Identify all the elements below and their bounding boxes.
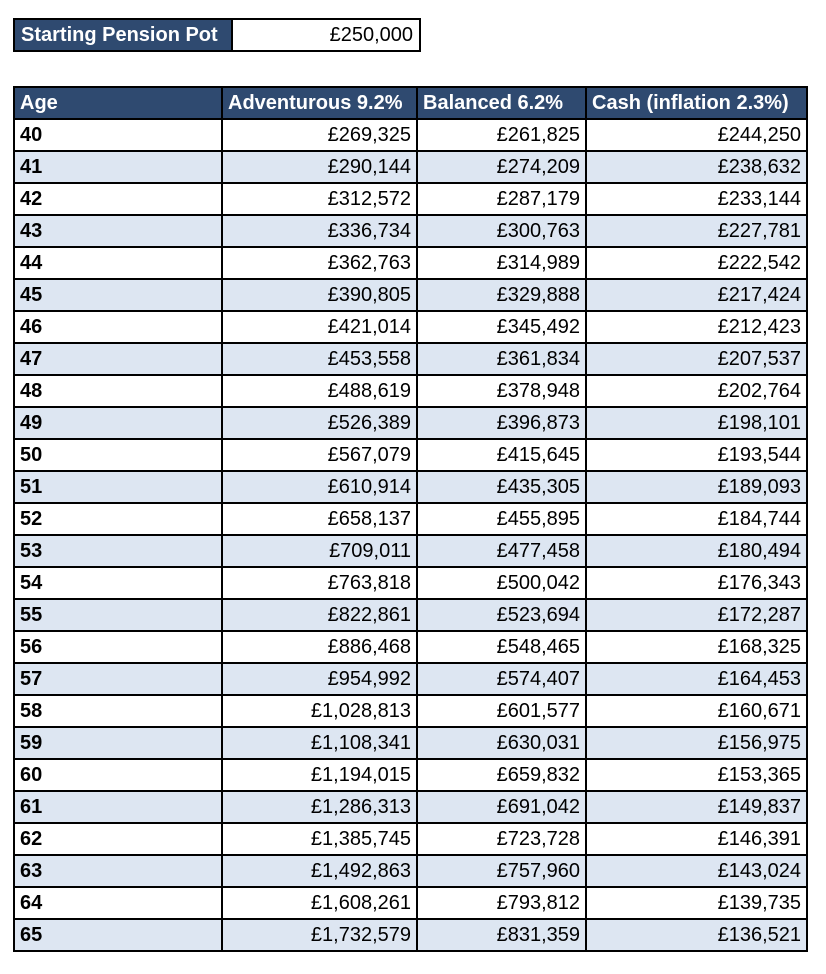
- table-row: [14, 919, 807, 951]
- cash-value-cell[interactable]: £143,024: [586, 855, 807, 887]
- age-cell[interactable]: 41: [14, 151, 222, 183]
- table-row: [14, 791, 807, 823]
- balanced-value-cell[interactable]: £757,960: [417, 855, 586, 887]
- table-header-row: [14, 87, 807, 119]
- cash-value-cell[interactable]: £202,764: [586, 375, 807, 407]
- table-row: [14, 695, 807, 727]
- table-row: [14, 535, 807, 567]
- table-row: [14, 119, 807, 151]
- header-cash: Cash (inflation 2.3%): [586, 87, 807, 119]
- age-cell[interactable]: 55: [14, 599, 222, 631]
- table-row: [14, 503, 807, 535]
- header-balanced: Balanced 6.2%: [417, 87, 586, 119]
- age-cell[interactable]: 42: [14, 183, 222, 215]
- summary-row: [14, 19, 420, 51]
- adventurous-value-cell[interactable]: £526,389: [222, 407, 417, 439]
- balanced-value-cell[interactable]: £659,832: [417, 759, 586, 791]
- balanced-value-cell[interactable]: £287,179: [417, 183, 586, 215]
- cash-value-cell[interactable]: £233,144: [586, 183, 807, 215]
- balanced-value-cell[interactable]: £574,407: [417, 663, 586, 695]
- age-cell[interactable]: 61: [14, 791, 222, 823]
- age-cell[interactable]: 56: [14, 631, 222, 663]
- adventurous-value-cell[interactable]: £610,914: [222, 471, 417, 503]
- starting-pot-value[interactable]: £250,000: [232, 19, 420, 51]
- header-age: Age: [14, 87, 222, 119]
- cash-value-cell[interactable]: £153,365: [586, 759, 807, 791]
- balanced-value-cell[interactable]: £601,577: [417, 695, 586, 727]
- cash-value-cell[interactable]: £212,423: [586, 311, 807, 343]
- adventurous-value-cell[interactable]: £763,818: [222, 567, 417, 599]
- balanced-value-cell[interactable]: £435,305: [417, 471, 586, 503]
- balanced-value-cell[interactable]: £274,209: [417, 151, 586, 183]
- age-cell[interactable]: 52: [14, 503, 222, 535]
- balanced-value-cell[interactable]: £500,042: [417, 567, 586, 599]
- table-row: [14, 567, 807, 599]
- cash-value-cell[interactable]: £149,837: [586, 791, 807, 823]
- age-cell[interactable]: 46: [14, 311, 222, 343]
- table-row: [14, 823, 807, 855]
- balanced-value-cell[interactable]: £378,948: [417, 375, 586, 407]
- cash-value-cell[interactable]: £139,735: [586, 887, 807, 919]
- cash-value-cell[interactable]: £164,453: [586, 663, 807, 695]
- adventurous-value-cell[interactable]: £1,732,579: [222, 919, 417, 951]
- table-row: [14, 151, 807, 183]
- cash-value-cell[interactable]: £172,287: [586, 599, 807, 631]
- starting-pot-summary: [13, 18, 421, 52]
- adventurous-value-cell[interactable]: £453,558: [222, 343, 417, 375]
- starting-pot-label: Starting Pension Pot: [14, 19, 232, 51]
- age-cell[interactable]: 47: [14, 343, 222, 375]
- cash-value-cell[interactable]: £222,542: [586, 247, 807, 279]
- age-cell[interactable]: 58: [14, 695, 222, 727]
- table-row: [14, 407, 807, 439]
- age-cell[interactable]: 57: [14, 663, 222, 695]
- balanced-value-cell[interactable]: £261,825: [417, 119, 586, 151]
- adventurous-value-cell[interactable]: £390,805: [222, 279, 417, 311]
- cash-value-cell[interactable]: £244,250: [586, 119, 807, 151]
- table-body: [14, 119, 807, 951]
- table-row: [14, 439, 807, 471]
- balanced-value-cell[interactable]: £345,492: [417, 311, 586, 343]
- age-cell[interactable]: 48: [14, 375, 222, 407]
- table-row: [14, 599, 807, 631]
- adventurous-value-cell[interactable]: £1,108,341: [222, 727, 417, 759]
- balanced-value-cell[interactable]: £630,031: [417, 727, 586, 759]
- balanced-value-cell[interactable]: £548,465: [417, 631, 586, 663]
- adventurous-value-cell[interactable]: £488,619: [222, 375, 417, 407]
- age-cell[interactable]: 43: [14, 215, 222, 247]
- header-adventurous: Adventurous 9.2%: [222, 87, 417, 119]
- pension-projection-table: [13, 86, 808, 952]
- adventurous-value-cell[interactable]: £312,572: [222, 183, 417, 215]
- balanced-value-cell[interactable]: £691,042: [417, 791, 586, 823]
- balanced-value-cell[interactable]: £329,888: [417, 279, 586, 311]
- cash-value-cell[interactable]: £207,537: [586, 343, 807, 375]
- cash-value-cell[interactable]: £189,093: [586, 471, 807, 503]
- age-cell[interactable]: 53: [14, 535, 222, 567]
- adventurous-value-cell[interactable]: £822,861: [222, 599, 417, 631]
- adventurous-value-cell[interactable]: £1,608,261: [222, 887, 417, 919]
- age-cell[interactable]: 50: [14, 439, 222, 471]
- balanced-value-cell[interactable]: £523,694: [417, 599, 586, 631]
- adventurous-value-cell[interactable]: £709,011: [222, 535, 417, 567]
- adventurous-value-cell[interactable]: £269,325: [222, 119, 417, 151]
- adventurous-value-cell[interactable]: £1,286,313: [222, 791, 417, 823]
- table-row: [14, 311, 807, 343]
- adventurous-value-cell[interactable]: £1,492,863: [222, 855, 417, 887]
- age-cell[interactable]: 65: [14, 919, 222, 951]
- age-cell[interactable]: 45: [14, 279, 222, 311]
- table-row: [14, 887, 807, 919]
- balanced-value-cell[interactable]: £314,989: [417, 247, 586, 279]
- adventurous-value-cell[interactable]: £1,385,745: [222, 823, 417, 855]
- cash-value-cell[interactable]: £146,391: [586, 823, 807, 855]
- cash-value-cell[interactable]: £156,975: [586, 727, 807, 759]
- cash-value-cell[interactable]: £198,101: [586, 407, 807, 439]
- balanced-value-cell[interactable]: £723,728: [417, 823, 586, 855]
- table-row: [14, 855, 807, 887]
- cash-value-cell[interactable]: £227,781: [586, 215, 807, 247]
- balanced-value-cell[interactable]: £455,895: [417, 503, 586, 535]
- age-cell[interactable]: 59: [14, 727, 222, 759]
- balanced-value-cell[interactable]: £300,763: [417, 215, 586, 247]
- table-row: [14, 183, 807, 215]
- age-cell[interactable]: 62: [14, 823, 222, 855]
- table-row: [14, 247, 807, 279]
- cash-value-cell[interactable]: £180,494: [586, 535, 807, 567]
- age-cell[interactable]: 60: [14, 759, 222, 791]
- cash-value-cell[interactable]: £136,521: [586, 919, 807, 951]
- cash-value-cell[interactable]: £168,325: [586, 631, 807, 663]
- balanced-value-cell[interactable]: £477,458: [417, 535, 586, 567]
- adventurous-value-cell[interactable]: £1,028,813: [222, 695, 417, 727]
- cash-value-cell[interactable]: £160,671: [586, 695, 807, 727]
- adventurous-value-cell[interactable]: £567,079: [222, 439, 417, 471]
- adventurous-value-cell[interactable]: £362,763: [222, 247, 417, 279]
- age-cell[interactable]: 64: [14, 887, 222, 919]
- adventurous-value-cell[interactable]: £1,194,015: [222, 759, 417, 791]
- adventurous-value-cell[interactable]: £886,468: [222, 631, 417, 663]
- adventurous-value-cell[interactable]: £290,144: [222, 151, 417, 183]
- cash-value-cell[interactable]: £184,744: [586, 503, 807, 535]
- adventurous-value-cell[interactable]: £421,014: [222, 311, 417, 343]
- cash-value-cell[interactable]: £217,424: [586, 279, 807, 311]
- balanced-value-cell[interactable]: £415,645: [417, 439, 586, 471]
- balanced-value-cell[interactable]: £793,812: [417, 887, 586, 919]
- age-cell[interactable]: 54: [14, 567, 222, 599]
- table-row: [14, 727, 807, 759]
- age-cell[interactable]: 44: [14, 247, 222, 279]
- age-cell[interactable]: 51: [14, 471, 222, 503]
- cash-value-cell[interactable]: £176,343: [586, 567, 807, 599]
- table-row: [14, 215, 807, 247]
- adventurous-value-cell[interactable]: £336,734: [222, 215, 417, 247]
- balanced-value-cell[interactable]: £396,873: [417, 407, 586, 439]
- cash-value-cell[interactable]: £193,544: [586, 439, 807, 471]
- table-row: [14, 279, 807, 311]
- adventurous-value-cell[interactable]: £658,137: [222, 503, 417, 535]
- balanced-value-cell[interactable]: £831,359: [417, 919, 586, 951]
- age-cell[interactable]: 49: [14, 407, 222, 439]
- adventurous-value-cell[interactable]: £954,992: [222, 663, 417, 695]
- table-row: [14, 471, 807, 503]
- table-row: [14, 759, 807, 791]
- cash-value-cell[interactable]: £238,632: [586, 151, 807, 183]
- table-row: [14, 343, 807, 375]
- age-cell[interactable]: 63: [14, 855, 222, 887]
- table-row: [14, 375, 807, 407]
- balanced-value-cell[interactable]: £361,834: [417, 343, 586, 375]
- age-cell[interactable]: 40: [14, 119, 222, 151]
- table-row: [14, 631, 807, 663]
- table-row: [14, 663, 807, 695]
